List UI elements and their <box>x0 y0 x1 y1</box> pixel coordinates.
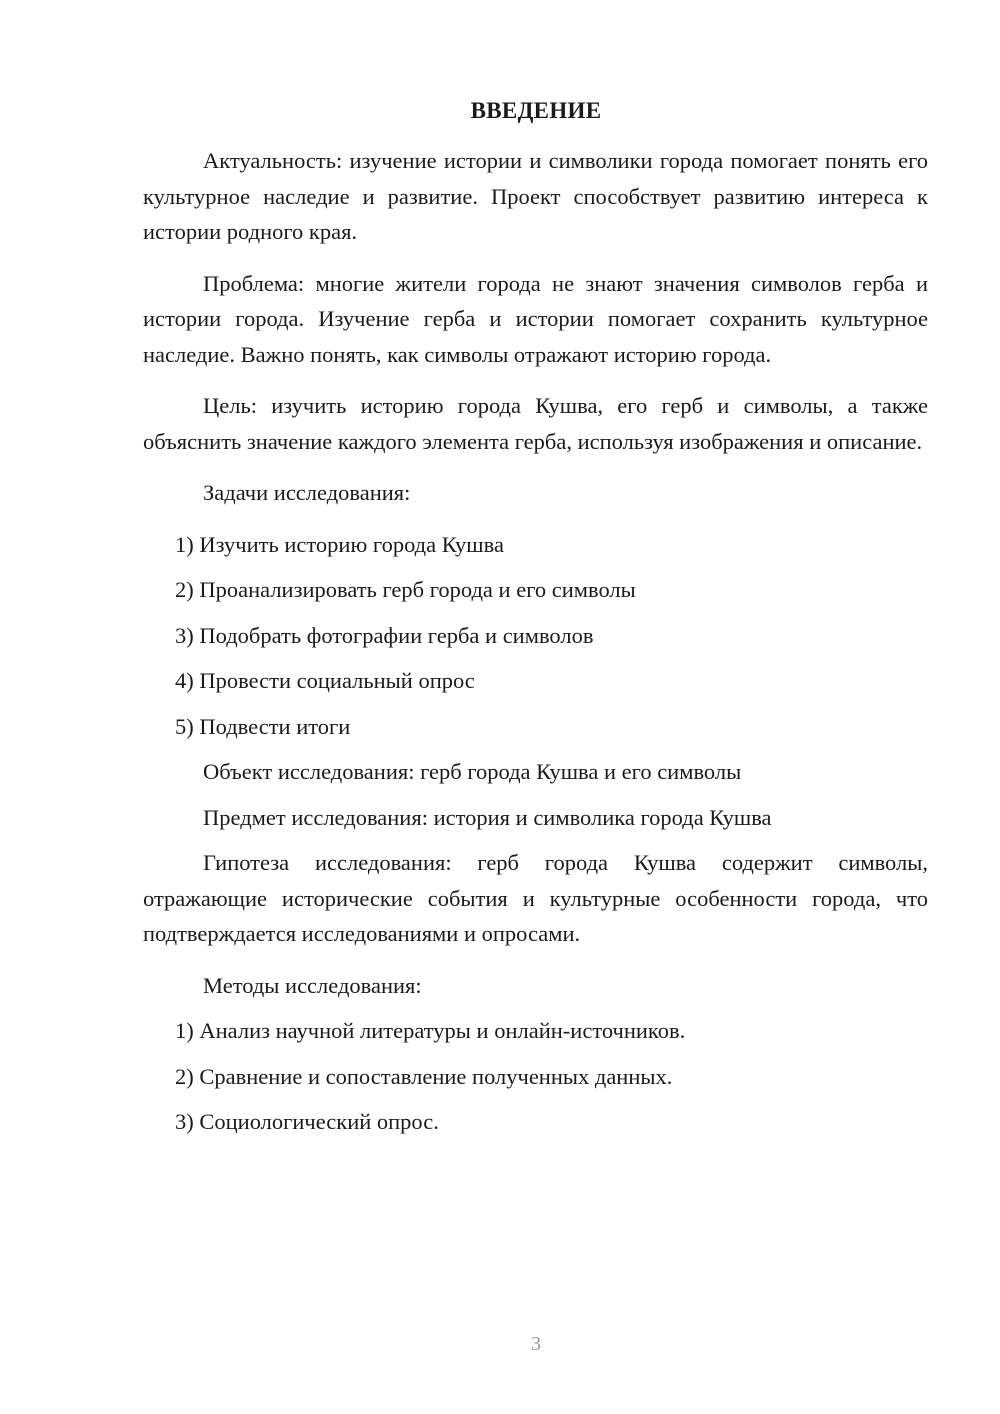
goal-paragraph: Цель: изучить историю города Кушва, его герб и символы, а также объяснить значение каждого элемента герба, используя изображения и описание. <box>143 393 928 454</box>
relevance-paragraph: Актуальность: изучение истории и символики города помогает понять его культурное наследие и развитие. Проект способствует развитию интереса к истории родного края. <box>143 148 928 244</box>
method-item: 3) Социологический опрос. <box>175 1109 439 1134</box>
page-number: 3 <box>531 1333 541 1355</box>
hypothesis-paragraph: Гипотеза исследования: герб города Кушва содержит символы, отражающие исторические события и культурные особенности города, что подтверждается исследованиями и опросами. <box>143 850 928 946</box>
problem-paragraph: Проблема: многие жители города не знают значения символов герба и истории города. Изучение герба и истории помогает сохранить культурное наследие. Важно понять, как символы отражают историю города. <box>143 270 928 367</box>
tasks-label: Задачи исследования: <box>203 480 411 505</box>
task-item: 1) Изучить историю города Кушва <box>175 531 504 557</box>
task-item: 2) Проанализировать герб города и его символы <box>175 577 636 602</box>
method-item: 1) Анализ научной литературы и онлайн-источников. <box>175 1018 686 1043</box>
task-item: 4) Провести социальный опрос <box>175 668 475 693</box>
section-heading: ВВЕДЕНИЕ <box>470 98 602 123</box>
method-item: 2) Сравнение и сопоставление полученных данных. <box>175 1063 673 1089</box>
task-item: 3) Подобрать фотографии герба и символов <box>175 622 594 648</box>
object-paragraph: Объект исследования: герб города Кушва и его символы <box>203 759 742 784</box>
document-body <box>143 143 928 1150</box>
subject-paragraph: Предмет исследования: история и символика города Кушва <box>203 804 772 830</box>
task-item: 5) Подвести итоги <box>175 713 351 739</box>
methods-label: Методы исследования: <box>203 972 422 998</box>
